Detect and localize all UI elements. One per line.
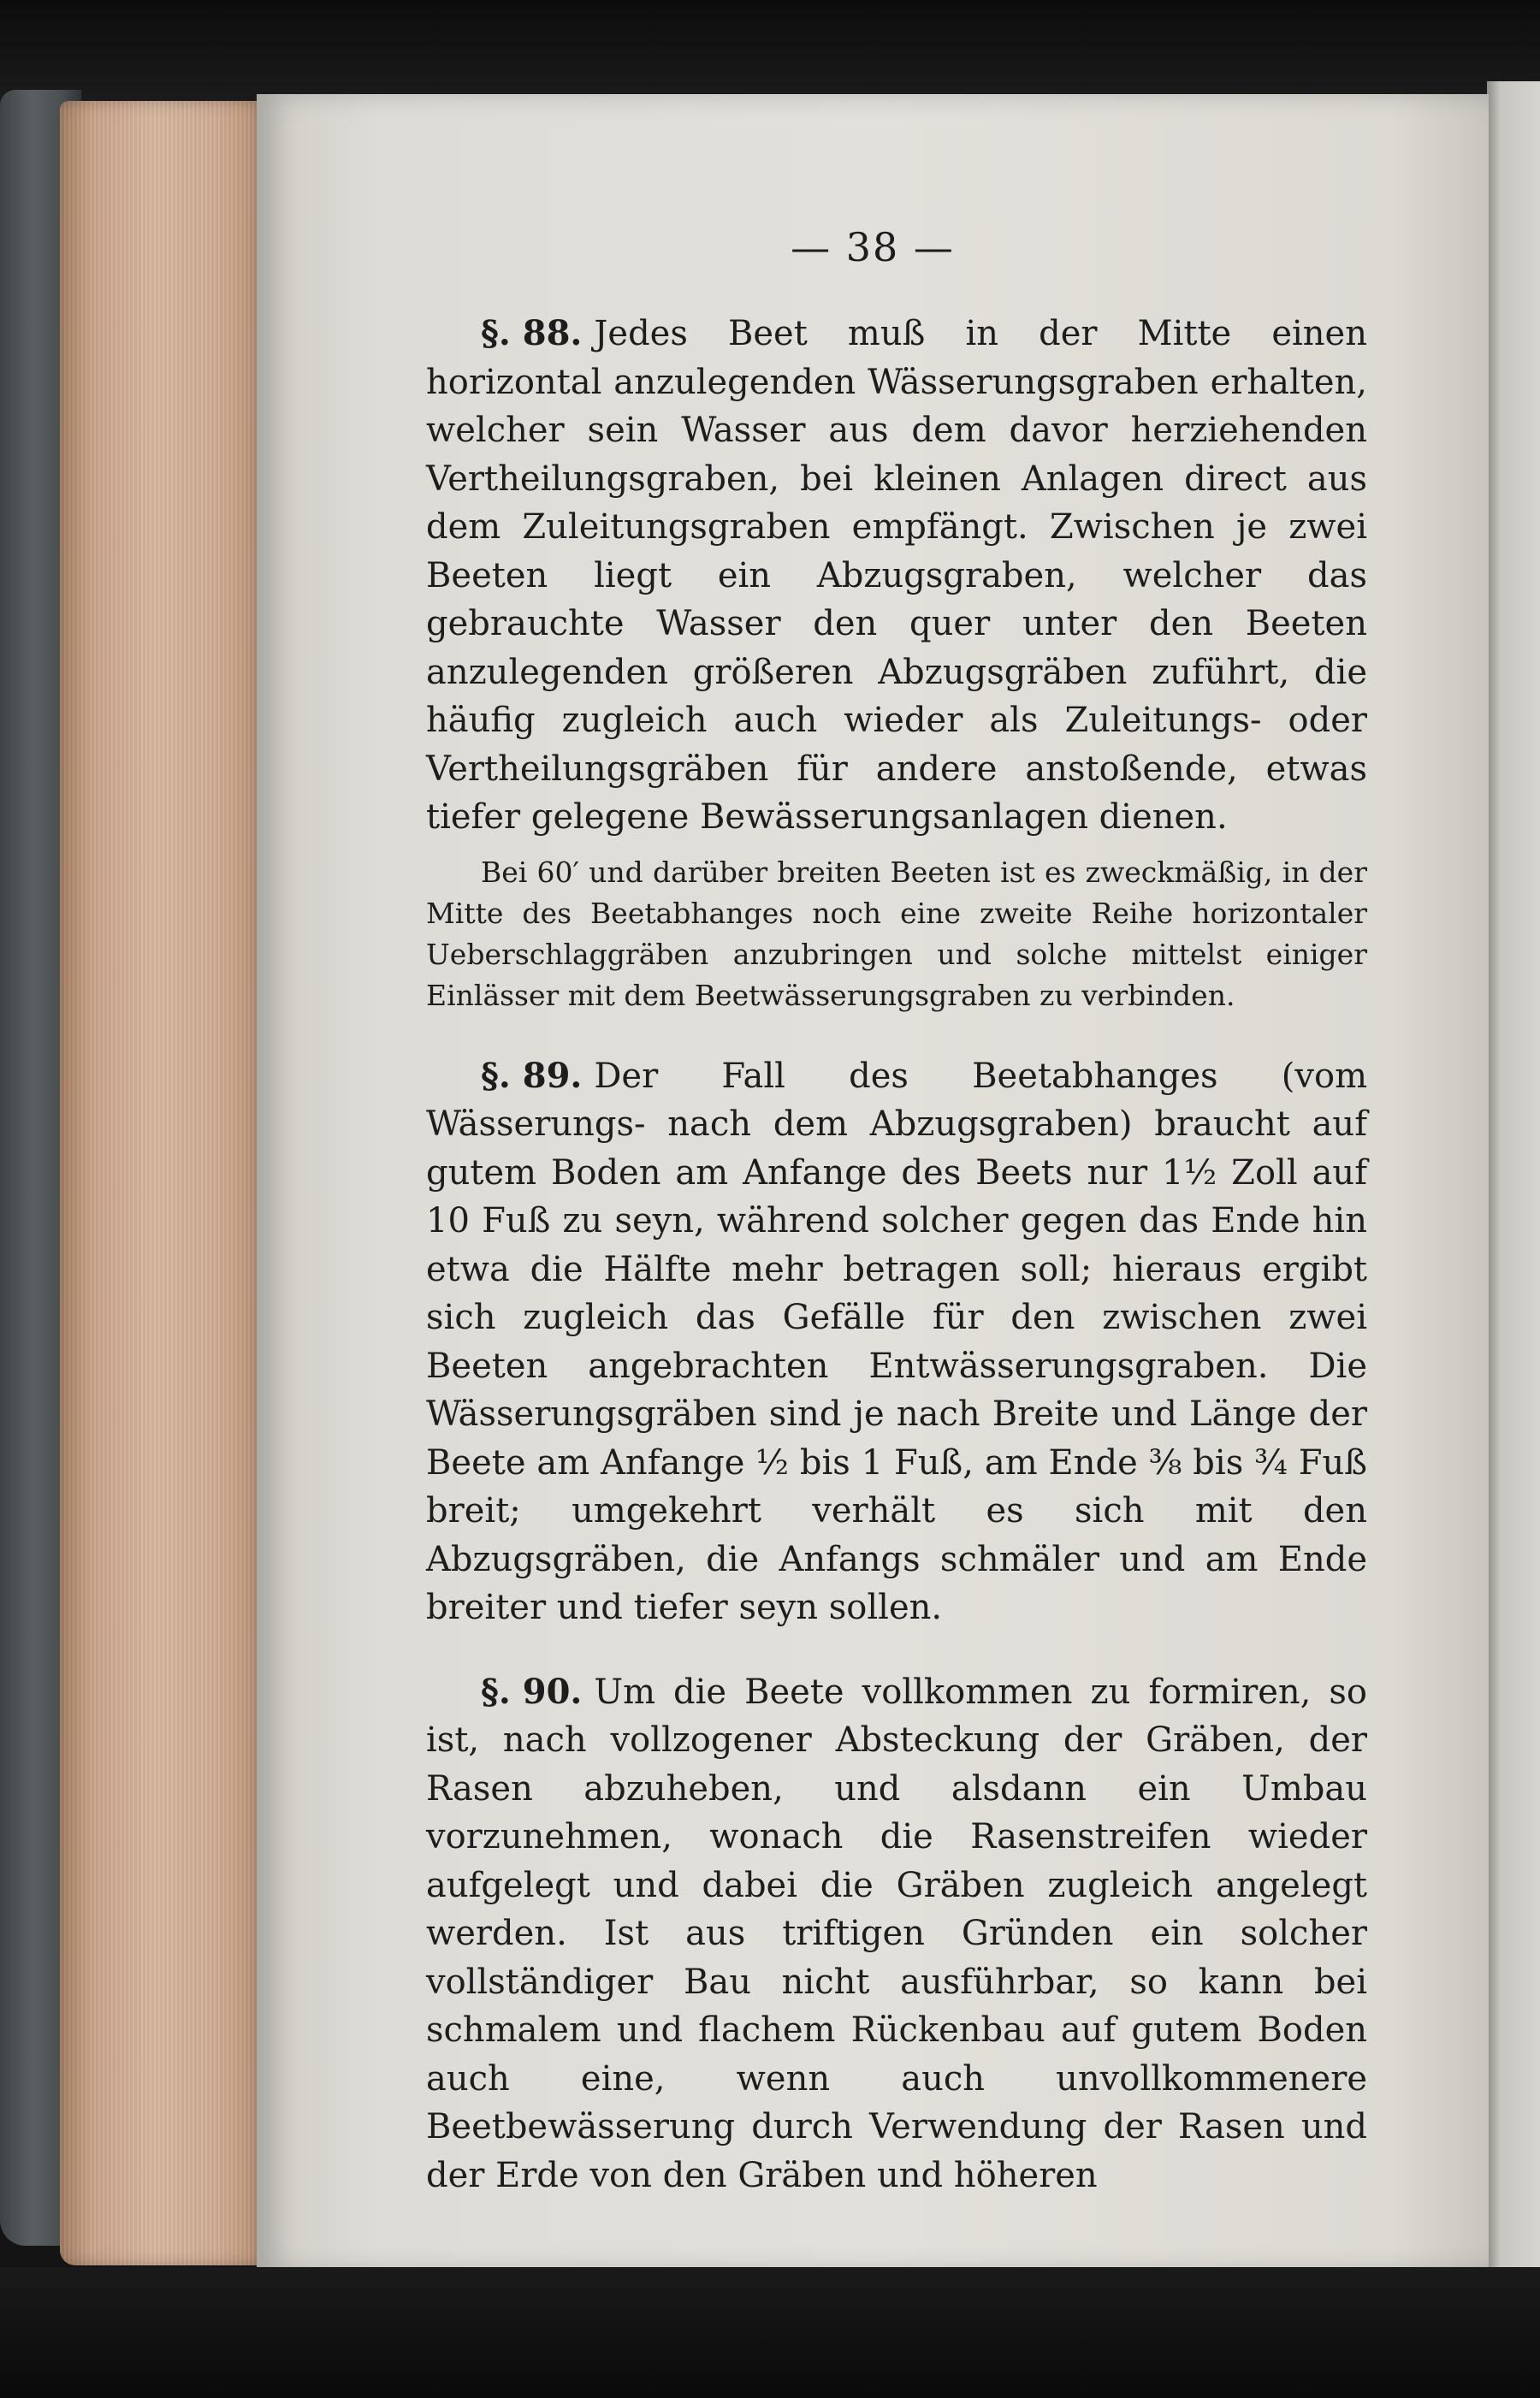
- background-bottom: [0, 2267, 1540, 2398]
- paragraph-text: Um die Beete vollkommen zu formiren, so ist, nach vollzogener Absteckung der Gräben, der Rasen abzuheben, und alsdann ein Umbau vorzunehmen, wonach die Rasenstreifen wieder aufgelegt und dabei die Gräben zugleich angelegt werden. Ist aus triftigen Gründen ein solcher vollständiger Bau nicht ausführbar, so kann bei schmalem und flachem Rückenbau auf gutem Boden auch eine, wenn auch unvollkommenere Beetbewässerung durch Verwendung der Rasen und der Erde von den Gräben und höheren: [426, 1672, 1367, 2195]
- facing-page-edge: [1487, 81, 1540, 2271]
- footnote-paragraph: Bei 60′ und darüber breiten Beeten ist es zweckmäßig, in der Mitte des Beetabhanges noch eine zweite Reihe horizontaler Ueberschlaggräben anzubringen und solche mittelst einiger Einlässer mit dem Beetwässerungsgraben zu verbinden.: [426, 855, 1367, 1012]
- page-body: [426, 310, 1367, 2200]
- page-block-edges: [60, 101, 270, 2265]
- section-number: §. 88.: [481, 313, 583, 353]
- paragraph-text: Jedes Beet muß in der Mitte einen horizontal anzulegenden Wässerungsgraben erhalten, welcher sein Wasser aus dem davor herziehenden Vertheilungsgraben, bei kleinen Anlagen direct aus dem Zuleitungsgraben empfängt. Zwischen je zwei Beeten liegt ein Abzugsgraben, welcher das gebrauchte Wasser den quer unter den Beeten anzulegenden größeren Abzugsgräben zuführt, die häufig zugleich auch wieder als Zuleitungs- oder Vertheilungsgräben für andere anstoßende, etwas tiefer gelegene Bewässerungsanlagen dienen.: [426, 314, 1367, 837]
- paragraph-text: Der Fall des Beetabhanges (vom Wässerungs- nach dem Abzugsgraben) braucht auf gutem Boden am Anfange des Beets nur 1½ Zoll auf 10 Fuß zu seyn, während solcher gegen das Ende hin etwa die Hälfte mehr betragen soll; hieraus ergibt sich zugleich das Gefälle für den zwischen zwei Beeten angebrachten Entwässerungsgraben. Die Wässerungsgräben sind je nach Breite und Länge der Beete am Anfange ½ bis 1 Fuß, am Ende ⅜ bis ¾ Fuß breit; umgekehrt verhält es sich mit den Abzugsgräben, die Anfangs schmäler und am Ende breiter und tiefer seyn sollen.: [426, 1056, 1367, 1627]
- section-number: §. 89.: [481, 1055, 583, 1096]
- paragraph-section-89: [426, 1052, 1367, 1632]
- page-number: — 38 —: [791, 224, 955, 270]
- section-number: §. 90.: [481, 1671, 583, 1712]
- paragraph-section-90: [426, 1668, 1367, 2200]
- paragraph-section-88: [426, 310, 1367, 842]
- background-top: [0, 0, 1540, 103]
